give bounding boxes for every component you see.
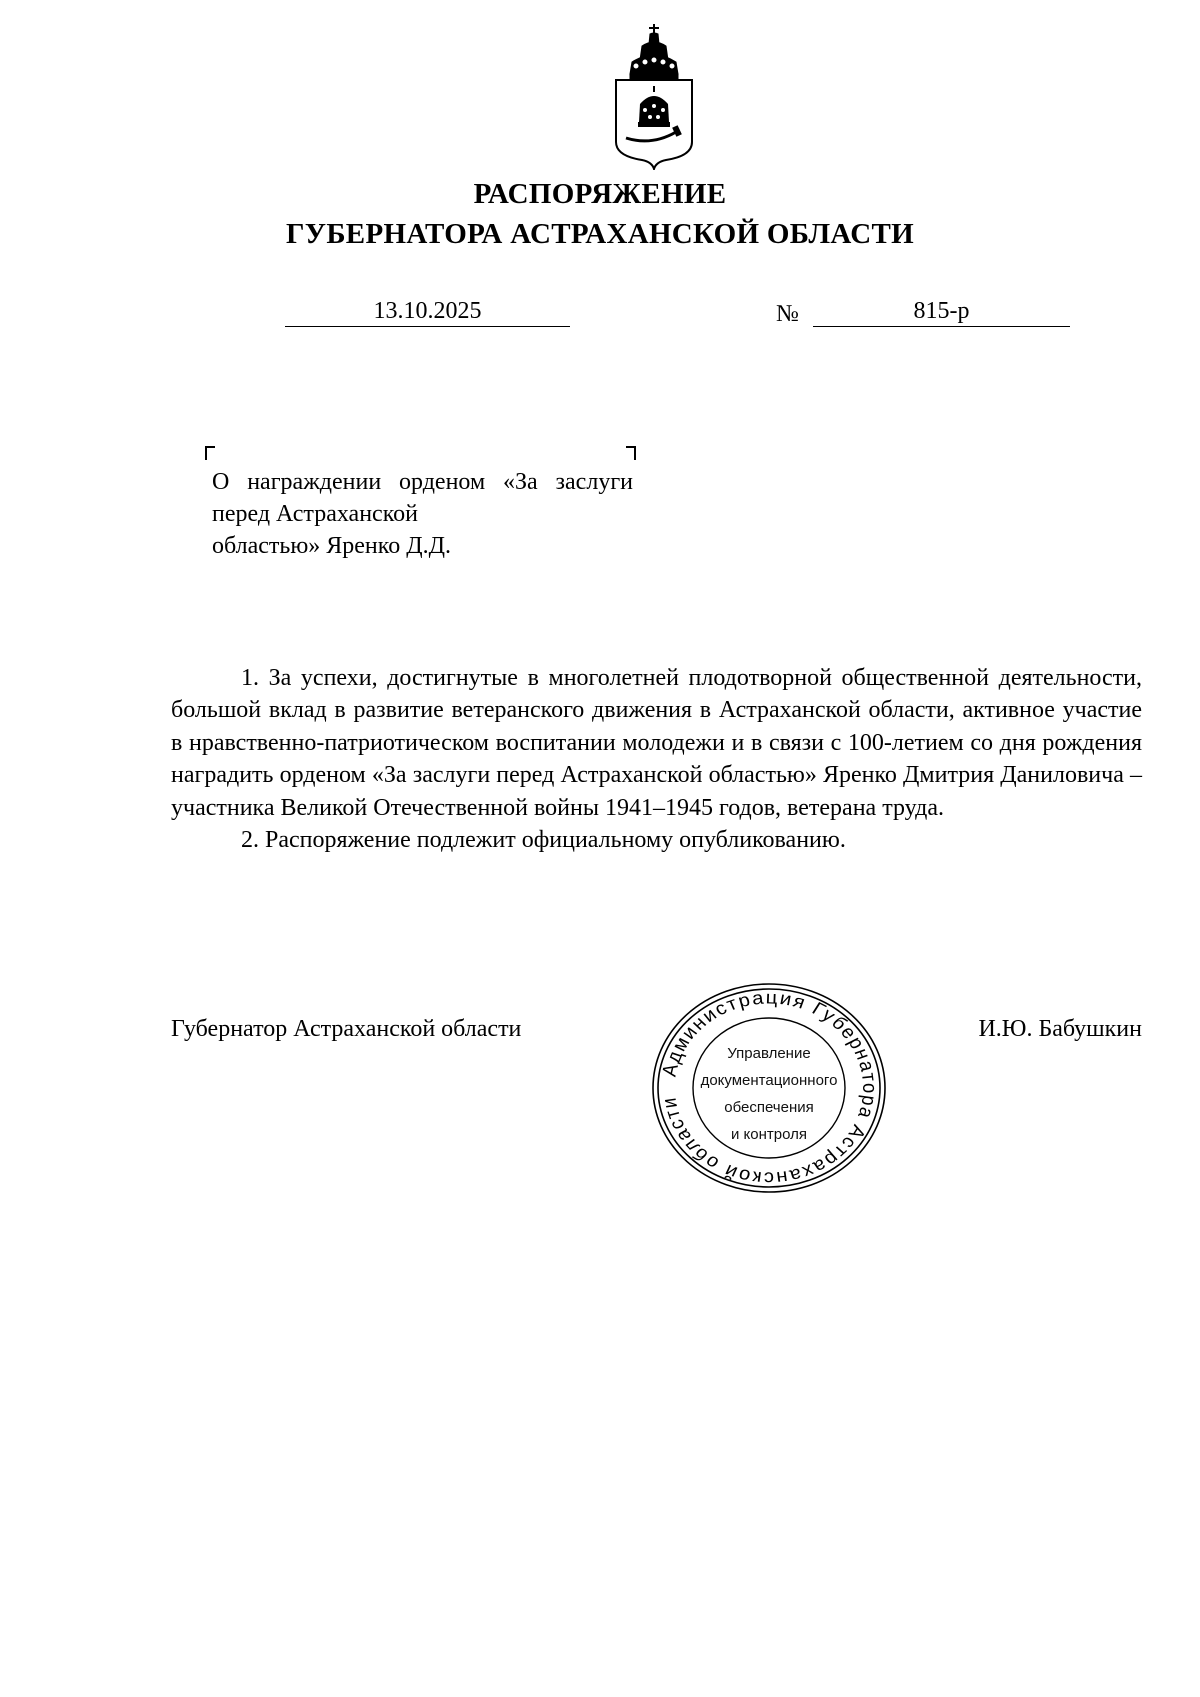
- issuer-title: ГУБЕРНАТОРА АСТРАХАНСКОЙ ОБЛАСТИ: [286, 218, 914, 250]
- stamp-inner-text: [688, 1040, 850, 1148]
- document-body: [171, 662, 1142, 856]
- stamp-inner-line-2: документационного: [700, 1072, 838, 1089]
- document-type-title: РАСПОРЯЖЕНИЕ: [473, 178, 727, 210]
- stamp-inner-line-4: и контроля: [730, 1126, 807, 1143]
- subject-line-1: О награждении орденом «За заслуги перед Астраханской: [212, 469, 633, 527]
- stamp-inner-line-3: обеспечения: [724, 1099, 814, 1116]
- signatory-position: Губернатор Астраханской области: [171, 1016, 522, 1042]
- paragraph-1: 1. За успехи, достигнутые в многолетней плодотворной общественной деятельности, большой вклад в развитие ветеранского движения в Астраханской области, активное участие в нравственно-патриотическом воспитании молодежи и в связи с 100-летием со дня рождения наградить орденом «За заслуги перед Астраханской областью» Яренко Дмитрия Даниловича – участника Великой Отечественной войны 1941–1945 годов, ветерана труда.: [171, 665, 1142, 821]
- astrakhan-coat-of-arms-icon: [612, 22, 696, 170]
- paragraph-2: 2. Распоряжение подлежит официальному опубликованию.: [241, 827, 846, 854]
- document-number: 815-р: [813, 298, 1070, 327]
- subject-corner-right: [626, 446, 636, 460]
- document-subject: [212, 466, 633, 562]
- subject-corner-left: [205, 446, 215, 460]
- stamp-inner-line-1: Управление: [727, 1045, 811, 1062]
- subject-line-2: областью» Яренко Д.Д.: [212, 533, 451, 559]
- document-date: 13.10.2025: [285, 298, 570, 327]
- number-sign: №: [776, 301, 799, 327]
- signatory-name: И.Ю. Бабушкин: [978, 1016, 1142, 1042]
- stamp-outer-text: Администрация Губернатора Астраханской области: [658, 988, 881, 1188]
